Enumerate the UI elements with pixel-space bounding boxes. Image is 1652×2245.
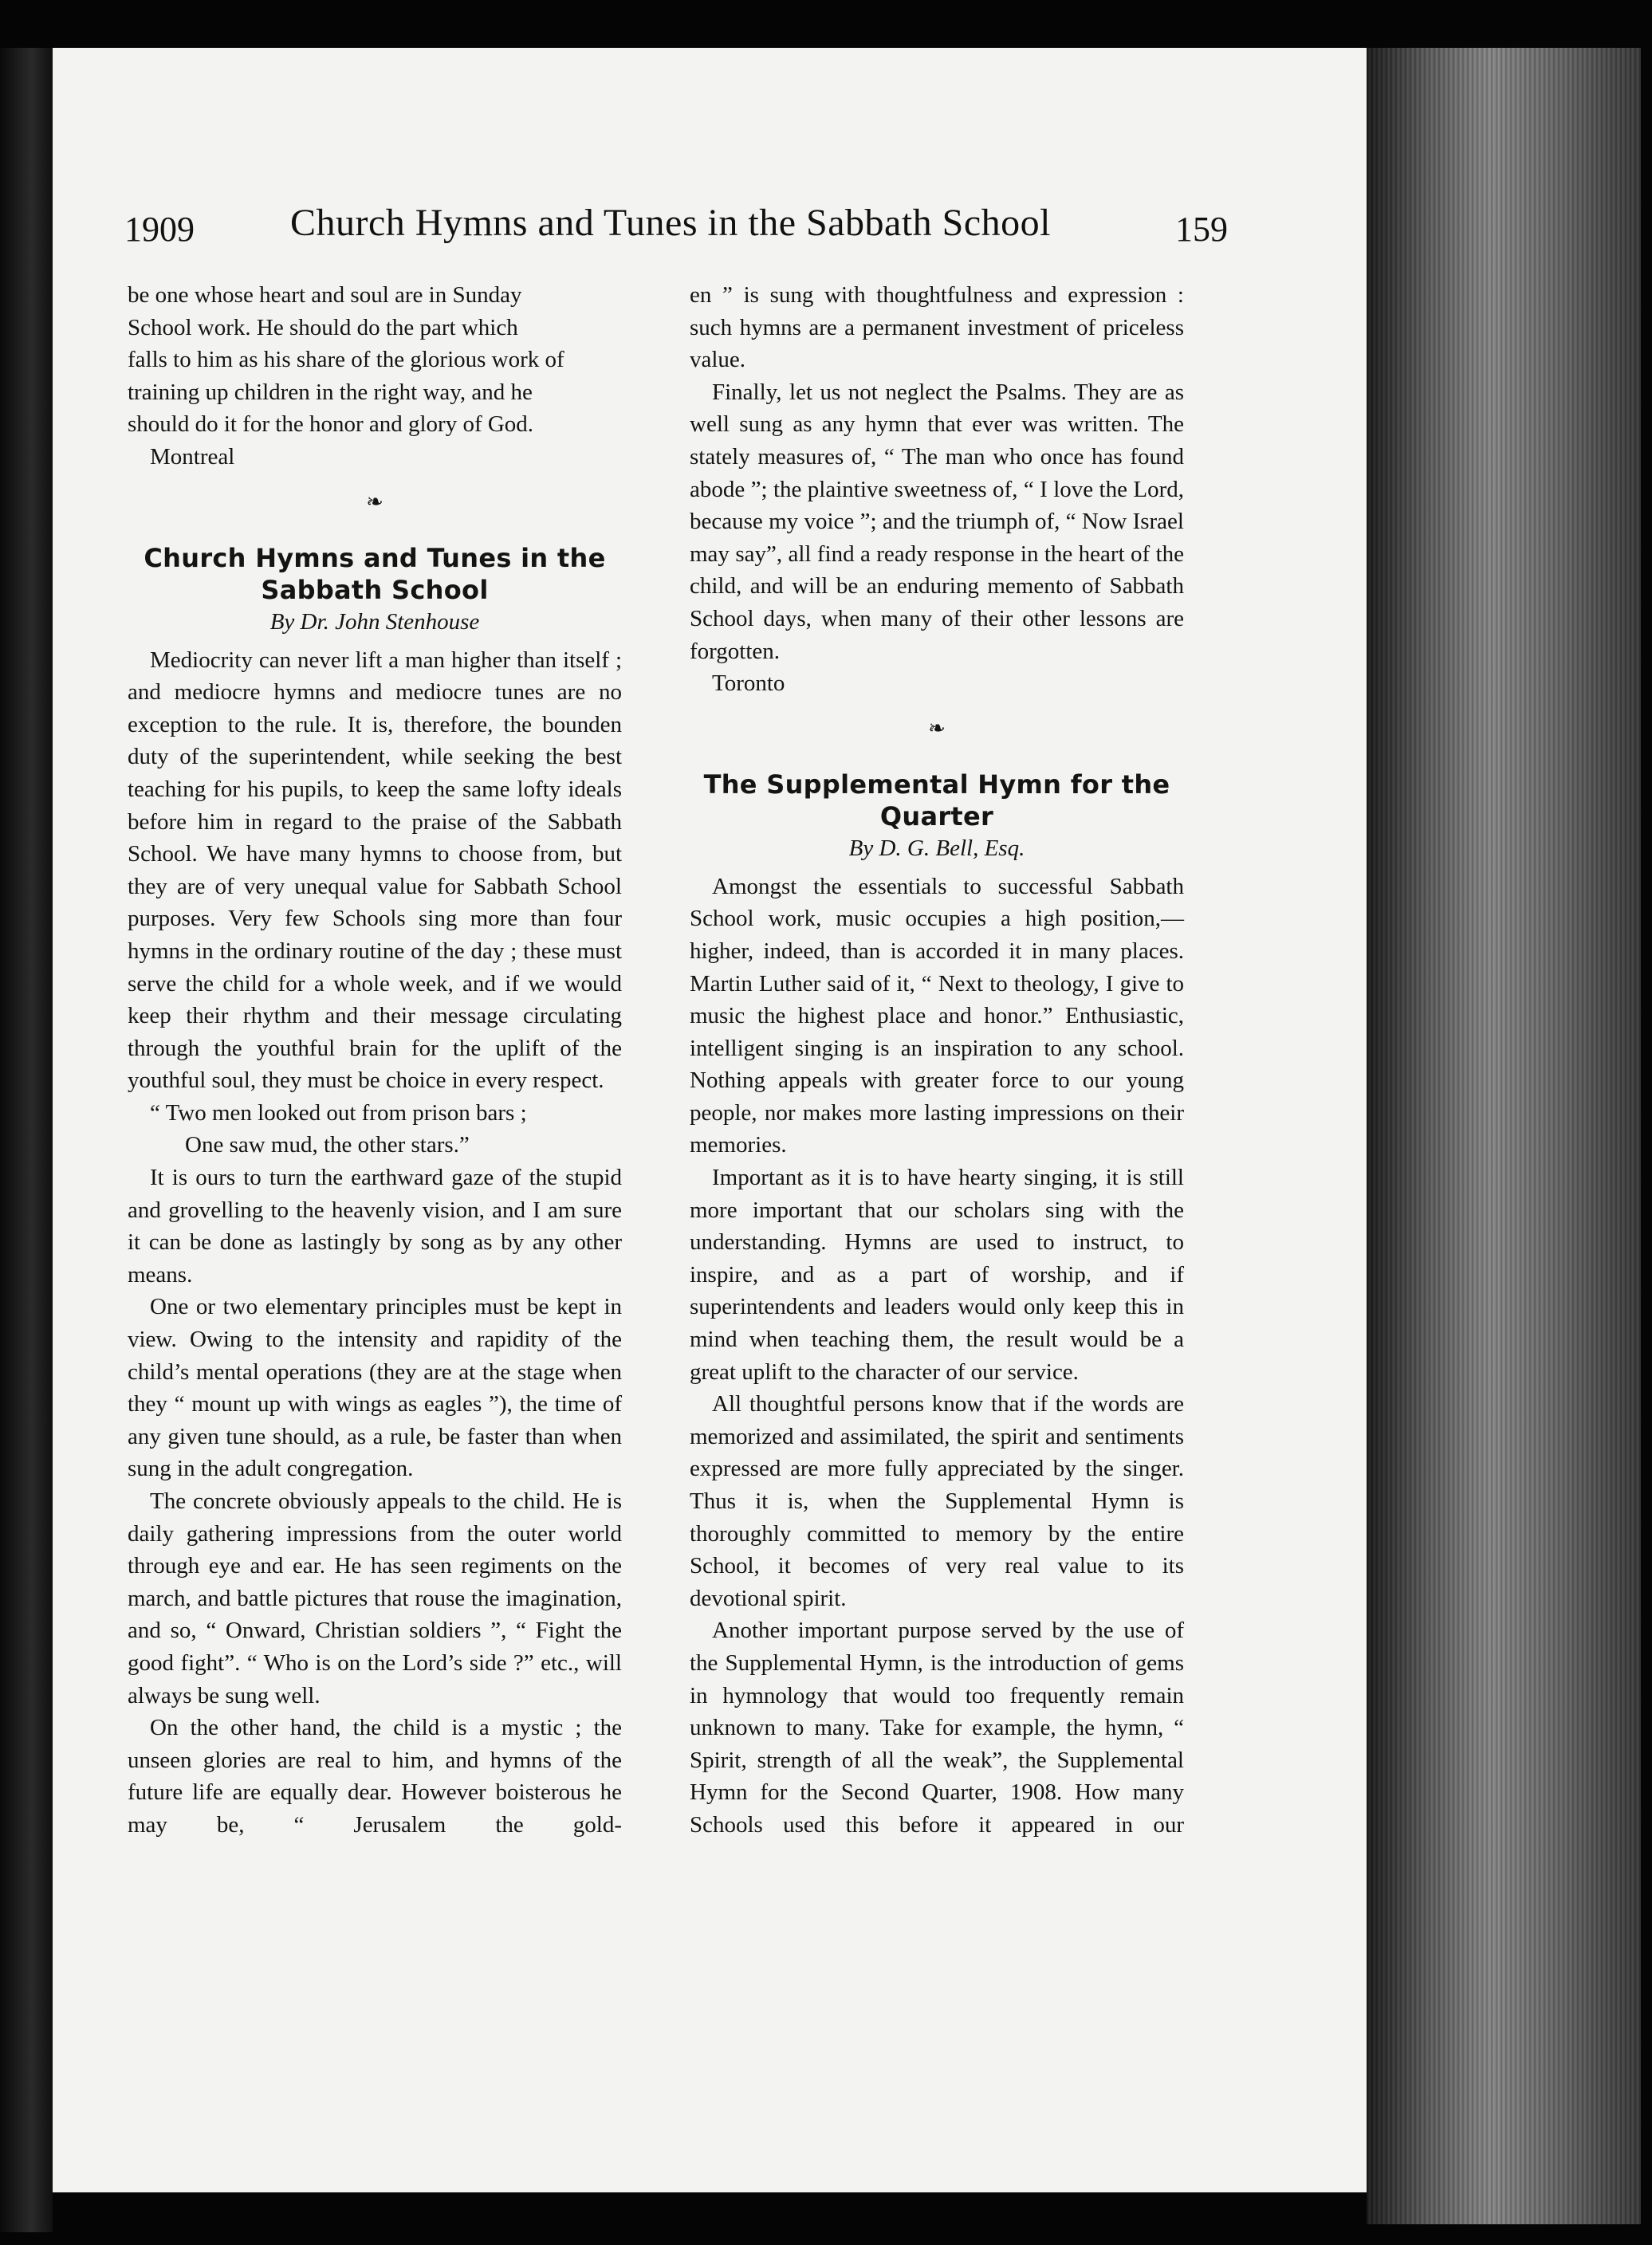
article-title: The Supplemental Hymn for the Quarter bbox=[703, 769, 1170, 832]
intro-line: be one whose heart and soul are in Sunday bbox=[128, 282, 522, 308]
body-paragraph: The concrete obviously appeals to the child. He is daily gathering impressions from the outer world through eye and ear. He has seen regiments on the march, and battle pictures that rouse the imagination, and so, “ Onward, Christian soldiers ”, “ Fight the good fight”. “ Who is on the Lord’s side ?” etc., will always be sung well. bbox=[128, 1488, 622, 1708]
verse-line: “ Two men looked out from prison bars ; bbox=[150, 1099, 527, 1126]
body-paragraph: It is ours to turn the earthward gaze of the stupid and grovelling to the heavenly vision, and I am sure it can be done as lastingly by song as by any other means. bbox=[128, 1165, 622, 1288]
body-paragraph: One or two elementary principles must be kept in view. Owing to the intensity and rapidity of the child’s mental operations (they are at the stage when they “ mount up with wings as eagles ”), the time of any given tune should, as a rule, be faster than when sung in the adult congregation. bbox=[128, 1294, 622, 1482]
body-paragraph: Another important purpose served by the use of the Supplemental Hymn, is the introduction of gems in hymnology that would too frequently remain unknown to many. Take for example, the hymn, “ Spirit, strength of all the weak”, the Supplemental Hymn for the Second Quarter, 1908. How many Schools used this before it appeared in our bbox=[690, 1618, 1184, 1838]
body-paragraph: All thoughtful persons know that if the words are memorized and assimilated, the spirit and sentiments expressed are more fully appreciated by the singer. Thus it is, when the Supplemental Hymn is thoroughly committed to memory by the entire School, it becomes of very real value to its devotional spirit. bbox=[690, 1391, 1184, 1611]
header-title: Church Hymns and Tunes in the Sabbath School bbox=[290, 202, 1051, 244]
verse-line: One saw mud, the other stars.” bbox=[185, 1132, 470, 1158]
body-paragraph: Mediocrity can never lift a man higher than itself ; and mediocre hymns and mediocre tunes are no exception to the rule. It is, therefore, the bounden duty of the superintendent, while seeking the best teaching for his pupils, to keep the same lofty ideals before him in regard to the praise of the Sabbath School. We have many hymns to choose from, but they are of very unequal value for Sabbath School purposes. Very few Schools sing more than four hymns in the ordinary routine of the day ; these must serve the child for a whole week, and if we would keep their rhythm and their message circulating through the youthful brain for the uplift of the youthful soul, they must be choice in every respect. bbox=[128, 647, 622, 1094]
body-paragraph: Finally, let us not neglect the Psalms. They are as well sung as any hymn that ever was written. The stately measures of, “ The man who once has found abode ”; the plaintive sweetness of, “ I love the Lord, because my voice ”; and the triumph of, “ Now Israel may say”, all find a ready response in the heart of the child, and will be an enduring memento of Sabbath School days, when many of their other lessons are forgotten. bbox=[690, 379, 1184, 664]
header-year: 1909 bbox=[124, 210, 195, 249]
left-page-edge bbox=[0, 48, 53, 2232]
body-paragraph: Important as it is to have hearty singing, it is still more important that our scholars sing with the understanding. Hymns are used to instruct, to inspire, and as a part of worship, and if superintendents and leaders would only keep this in mind when teaching them, the result would be a great uplift to the character of our service. bbox=[690, 1165, 1184, 1385]
signoff-toronto: Toronto bbox=[712, 670, 785, 697]
section-ornament: ❧ bbox=[366, 489, 384, 513]
right-column bbox=[690, 279, 1184, 1842]
intro-paragraph bbox=[128, 279, 622, 441]
left-column bbox=[128, 279, 622, 1842]
signoff-montreal: Montreal bbox=[150, 443, 235, 470]
article-title-line: Sabbath School bbox=[261, 574, 489, 605]
intro-line: should do it for the honor and glory of God. bbox=[128, 411, 534, 438]
intro-line: School work. He should do the part which bbox=[128, 314, 518, 340]
page-number: 159 bbox=[1175, 210, 1228, 249]
running-header bbox=[115, 201, 1231, 265]
body-paragraph: en ” is sung with thoughtfulness and expression : such hymns are a permanent investment of priceless value. bbox=[690, 282, 1184, 373]
body-paragraph: Amongst the essentials to successful Sabbath School work, music occupies a high position,—higher, indeed, than is accorded it in many places. Martin Luther said of it, “ Next to theology, I give to music the highest place and honor.” Enthusiastic, intelligent singing is an inspiration to any school. Nothing appeals with greater force to our young people, nor makes more lasting impressions on their memories. bbox=[690, 873, 1184, 1158]
page-stack-edge bbox=[1367, 48, 1641, 2224]
intro-line: falls to him as his share of the glorious work of bbox=[128, 347, 564, 373]
article-byline: By D. G. Bell, Esq. bbox=[848, 835, 1025, 861]
body-paragraph: On the other hand, the child is a mystic ; the unseen glories are real to him, and hymns of the future life are equally dear. However boisterous he may be, “ Jerusalem the gold- bbox=[128, 1715, 622, 1838]
section-ornament: ❧ bbox=[928, 716, 946, 740]
article-title-line: Church Hymns and Tunes in the bbox=[144, 542, 606, 573]
article-byline: By Dr. John Stenhouse bbox=[269, 608, 480, 635]
intro-line: training up children in the right way, and he bbox=[128, 379, 533, 405]
